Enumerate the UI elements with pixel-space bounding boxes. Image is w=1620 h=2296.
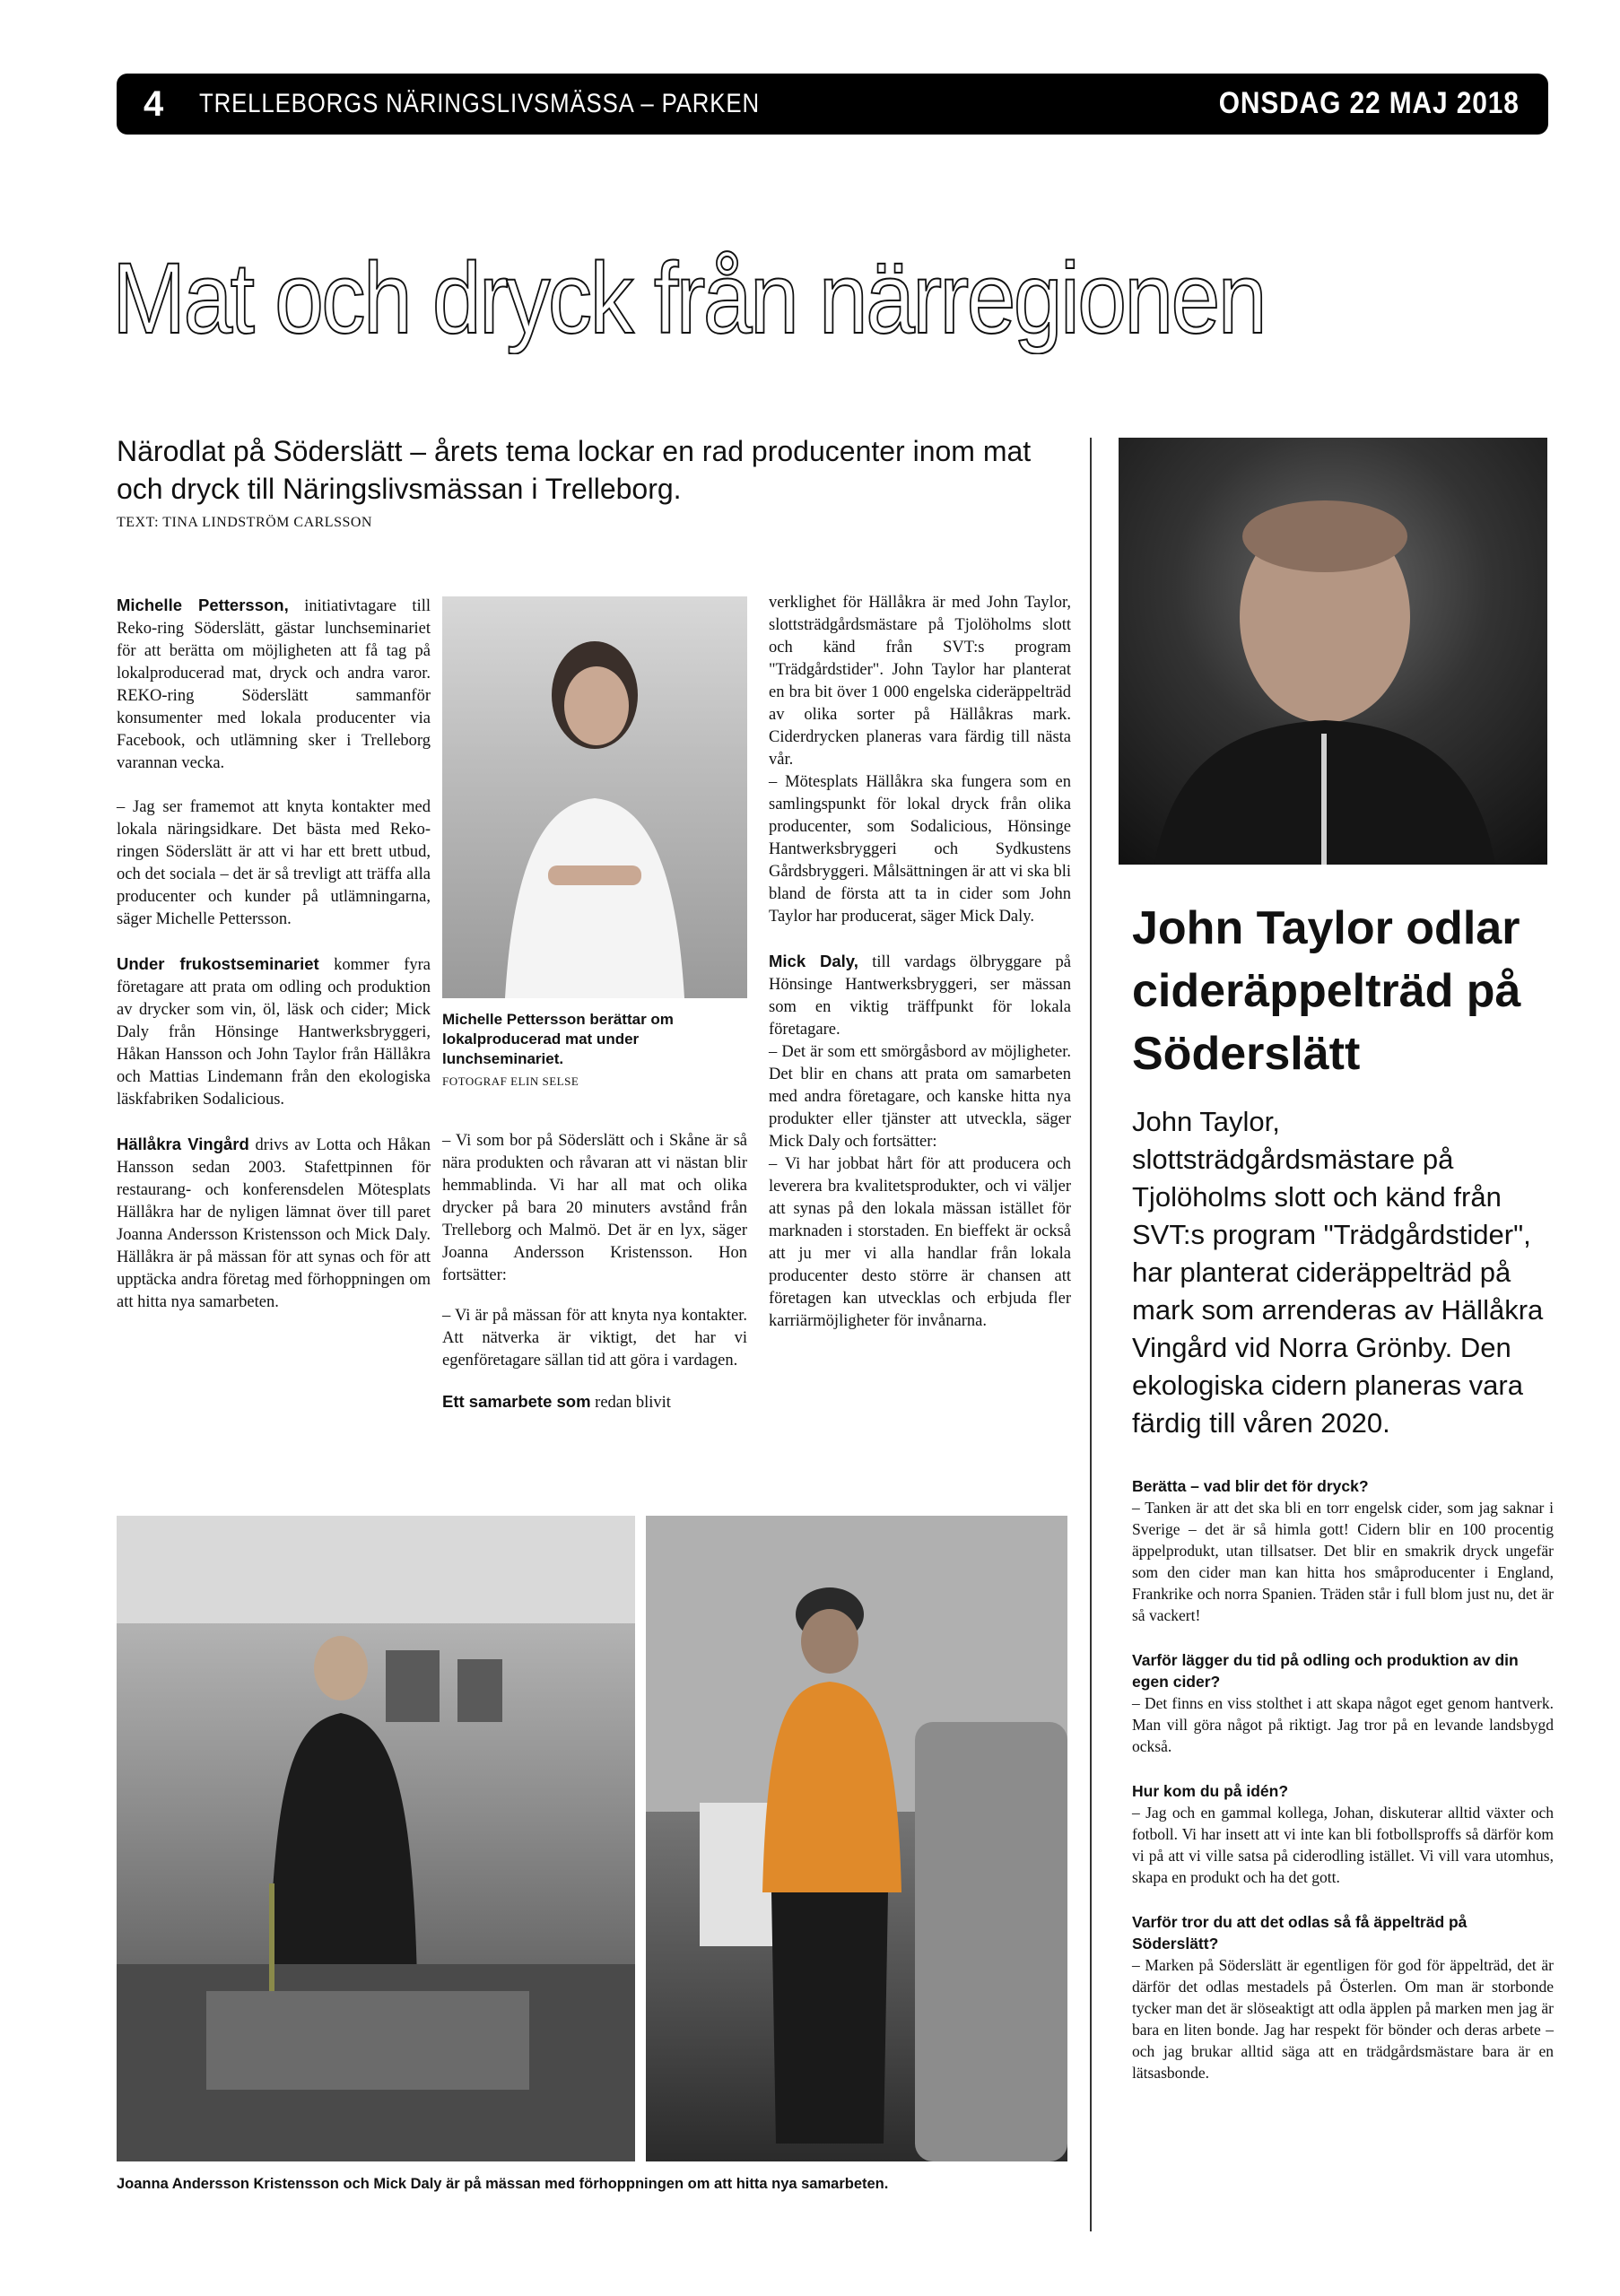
interview-question: Varför lägger du tid på odling och produktion av din egen cider? [1132, 1651, 1519, 1691]
paragraph: – Det är som ett smörgåsbord av möjligheter. Det blir en chans att prata om samarbeten med andra företagare, och kanske hitta nya produkter eller tjänster att utveckla, säger Mick Daly och fortsätter: [769, 1043, 1071, 1151]
photo-john-taylor [1119, 438, 1547, 865]
column-divider [1090, 438, 1092, 2231]
page-header [117, 74, 1548, 135]
interview-question: Varför tror du att det odlas så få äppelträd på Söderslätt? [1132, 1913, 1468, 1952]
paragraph: – Vi som bor på Söderslätt och i Skåne är så nära produkten och råvaran att vi nästan blir hemmablinda. Vi har all mat och olika drycker på bara 20 minuters avstånd från Trelleborg och Malmö. Det är en lyx, säger Joanna Andersson Kristensson. Hon fortsätter: [442, 1132, 747, 1284]
caption-michelle: Michelle Pettersson berättar om lokalproducerad mat under lunchseminariet. [442, 1011, 674, 1067]
sidebar-title: John Taylor odlar cideräppelträd på Söderslätt [1132, 902, 1521, 1080]
issue-date: ONSDAG 22 MAJ 2018 [1218, 86, 1520, 120]
interview-answer: – Jag och en gammal kollega, Johan, diskuterar alltid växter och fotboll. Vi har insett att vi inte kan bli fotbollsproffs så därför kom vi på att vi ville satsa på ciderodling istället. Vi vill vara utomhus, skapa en produkt och ha det gott. [1132, 1804, 1554, 1886]
person-silhouette-icon [442, 596, 747, 998]
paragraph: verklighet för Hällåkra är med John Taylor, slottsträdgårdsmästare på Tjolöholms slott och känd från SVT:s program "Trädgårdstider". John Taylor har planterat en bra bit över 1 000 engelska cideräppelträd av olika sorter på Hällåkras mark. Ciderdrycken planeras vara färdig till nästa vår. [769, 594, 1071, 769]
person-portrait-icon [1119, 438, 1547, 865]
photo-joanna-andersson-kristensson [117, 1516, 635, 2161]
section-title: TRELLEBORGS NÄRINGSLIVSMÄSSA – PARKEN [199, 89, 760, 118]
paragraph: – Mötesplats Hällåkra ska fungera som en samlingspunkt för lokal dryck från olika producenter, som Sodalicious, Hönsinge Hantwerksbryggeri och Sydkustens Gårdsbryggeri. Målsättningen är att vi ska bli bland de första att ta in cider som John Taylor har producerat, säger Mick Daly. [769, 773, 1071, 926]
column-3 [769, 592, 1071, 1354]
photo-credit: FOTOGRAF ELIN SELSE [442, 1074, 579, 1088]
photo-michelle-pettersson [442, 596, 747, 998]
paragraph: Mick Daly, till vardags ölbryggare på Hönsinge Hantwerksbryggeri, ser mässan som en viktig träffpunkt för lokala företagare. [769, 952, 1071, 1039]
article-headline: Mat och dryck från närregionen [112, 242, 1265, 354]
paragraph: Under frukostseminariet kommer fyra företagare att prata om odling och produktion av drycker som vin, öl, läsk och cider; Mick Daly från Hönsinge Hantwerksbryggeri, Håkan Hansson och John Taylor från Hällåkra och Mattias Lindemann från den ekologiska läskfabriken Sodalicious. [117, 954, 431, 1109]
brewery-scene-icon [646, 1516, 1067, 2161]
byline: TEXT: TINA LINDSTRÖM CARLSSON [117, 515, 372, 530]
photo-mick-daly [646, 1516, 1067, 2161]
caption-bottom-photos: Joanna Andersson Kristensson och Mick Daly är på mässan med förhoppningen om att hitta nya samarbeten. [117, 2176, 889, 2192]
paragraph: – Jag ser framemot att knyta kontakter med lokala näringsidkare. Det bästa med Reko-ringen Söderslätt är att vi har ett brett utbud, och det sociala – det är så trevligt att träffa alla producenter och kunder på utlämningarna, säger Michelle Pettersson. [117, 798, 431, 928]
column-1 [117, 594, 431, 1335]
interview-answer: – Tanken är att det ska bli en torr engelsk cider, som jag saknar i Sverige – det är så himla gott! Cidern blir en 100 procentig äppelprodukt, utan tillsatser. Det blir en smakrik dryck ungefär som den cider man kan hitta hos småproducenter i England, Frankrike och norra Spanien. Träden står i full blom just nu, det är så vackert! [1132, 1499, 1554, 1624]
interview-answer: – Marken på Söderslätt är egentligen för god för äppelträd, det är därför det odlas mestadels på Österlen. Om man är storbonde tycker man det är slöseaktigt att odla äpplen på marken men jag är bara en liten bonde. Jag har respekt för bönder och deras arbete – och jag brukar alltid säga att en trädgårdsmästare bara är en lätsasbonde. [1132, 1956, 1554, 2082]
sidebar-intro: John Taylor, slottsträdgårdsmästare på Tjolöholms slott och känd från SVT:s program "Trädgårdstider", har planterat cideräppelträd på mark som arrenderas av Hällåkra Vingård vid Norra Grönby. Den ekologiska cidern planeras vara färdig till våren 2020. [1132, 1106, 1544, 1439]
interview-qa [1132, 1475, 1554, 2107]
page-number: 4 [144, 83, 164, 124]
paragraph: Michelle Pettersson, initiativtagare till Reko-ring Söderslätt, gästar lunchseminariet för att berätta om möjligheten att få tag på lokalproducerad mat, dryck och andra varor. REKO-ring Söderslätt sammanför konsumenter med lokala producenter via Facebook, och utlämning sker i Trelleborg varannan vecka. [117, 596, 431, 772]
paragraph: Hällåkra Vingård drivs av Lotta och Håkan Hansson sedan 2003. Stafettpinnen för restaurang- och konferensdelen Mötesplats Hällåkra har de nyligen lämnat över till paret Joanna Andersson Kristensson och Mick Daly. Hällåkra är på mässan för att synas och för att upptäcka andra företag med förhoppningen om att hitta nya samarbeten. [117, 1135, 431, 1311]
column-2 [442, 1130, 747, 1432]
article-lead: Närodlat på Söderslätt – årets tema lockar en rad producenter inom mat och dryck till Näringslivsmässan i Trelleborg. [117, 435, 1032, 505]
interview-question: Hur kom du på idén? [1132, 1782, 1289, 1800]
paragraph: Ett samarbete som redan blivit [442, 1392, 671, 1412]
paragraph: – Vi har jobbat hårt för att producera och leverera bra kvalitetsprodukter, och vi väljer att synas på den lokala mässan istället för marknaden i storstaden. En bieffekt är också att ju mer vi alla handlar från lokala producenter desto större är chansen att företagen kan utvecklas och erbjuda fler karriärmöjligheter för invånarna. [769, 1155, 1071, 1330]
interview-answer: – Det finns en viss stolthet i att skapa något eget genom hantverk. Man vill göra något på riktigt. Jag tror på en levande landsbygd också. [1132, 1694, 1554, 1755]
restaurant-scene-icon [117, 1516, 635, 2161]
paragraph: – Vi är på mässan för att knyta nya kontakter. Att nätverka är viktigt, det har vi egenföretagare sällan tid att göra i vardagen. [442, 1307, 747, 1370]
interview-question: Berätta – vad blir det för dryck? [1132, 1477, 1369, 1495]
